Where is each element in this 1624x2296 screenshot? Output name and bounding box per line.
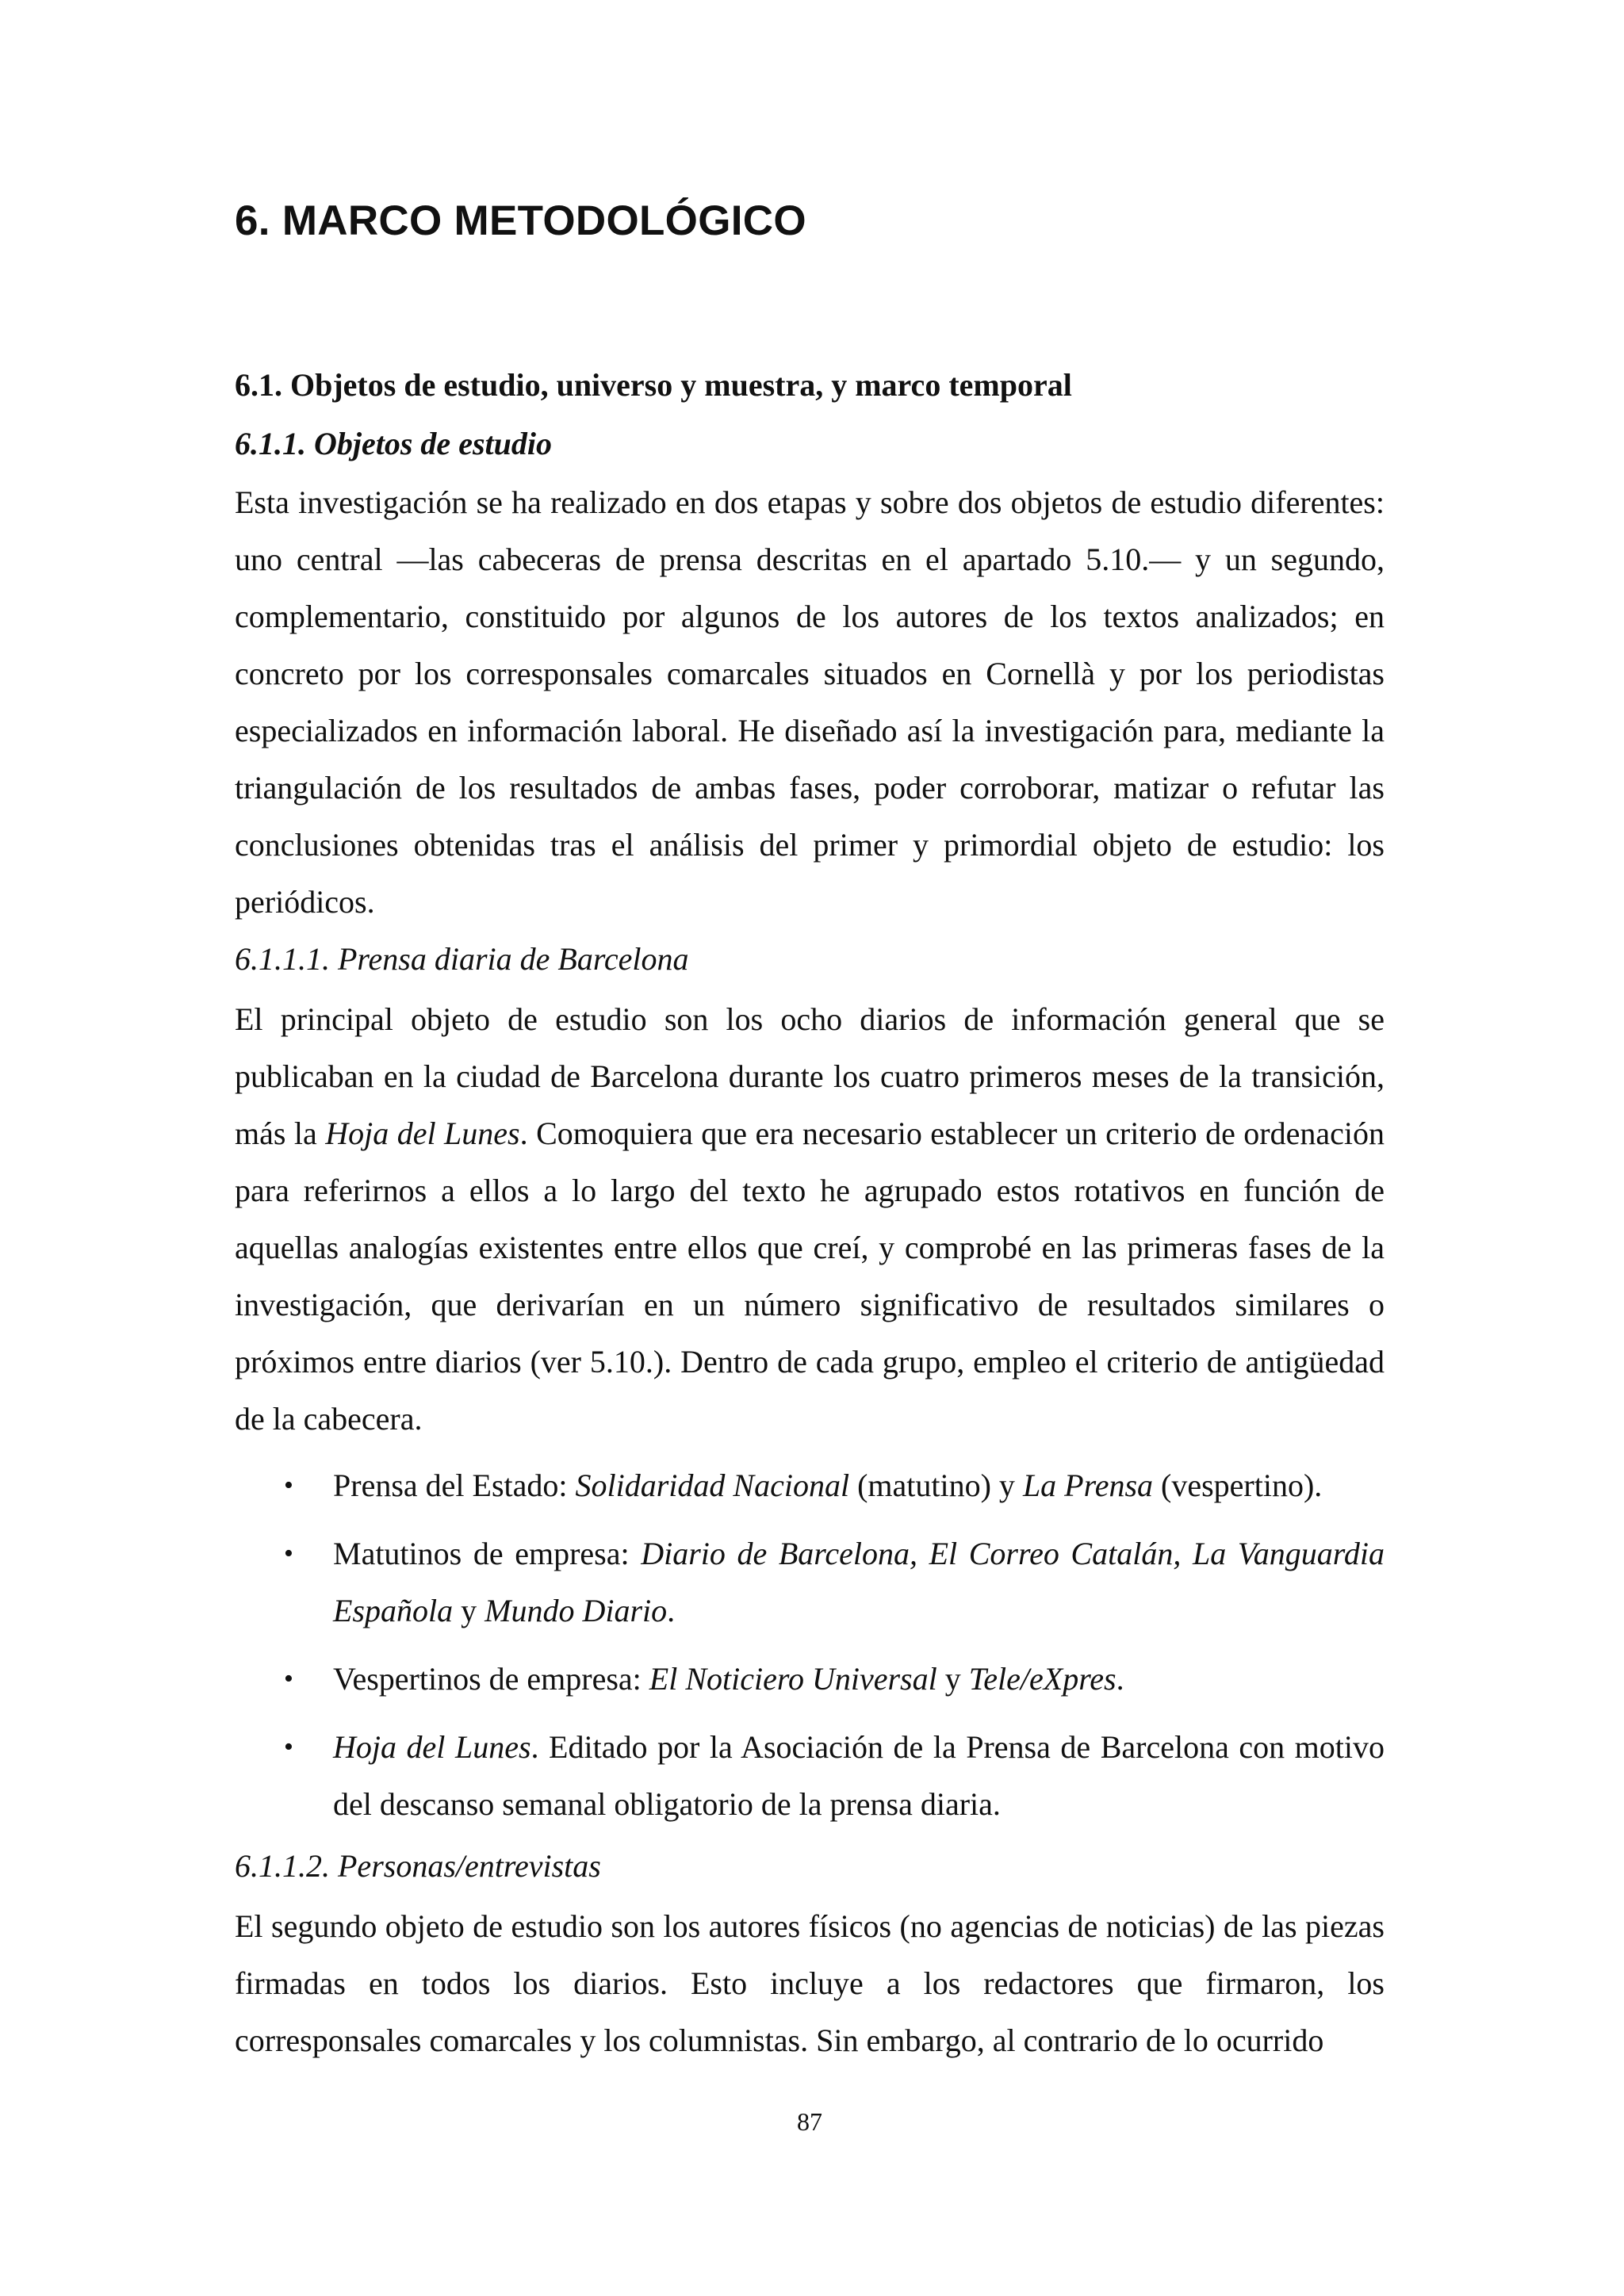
list-item [235,1457,1385,1514]
paragraph-3: El segundo objeto de estudio son los autores físicos (no agencias de noticias) de las piezas firmadas en todos los diarios. Esto incluye a los redactores que firmaron, los corresponsales comarcales y los columnistas. Sin embargo, al contrario de lo ocurrido [235,1908,1385,2058]
bullet-icon: • [284,1664,293,1693]
paragraph-2-italic: Hoja del Lunes [325,1115,520,1151]
list-item-text: y [453,1593,485,1628]
list-item-text: . [1116,1661,1124,1697]
list-item-italic: El Noticiero Universal [649,1661,937,1697]
paragraph-2-part-c: . Comoquiera que era necesario establecer un criterio de ordenación para referirnos a ellos a lo largo del texto he agrupado estos rotativos en función de aquellas analogías existentes entre ellos que creí, y comprobé en las primeras fases de la investigación, que derivarían en un número significativo de resultados similares o próximos entre diarios (ver 5.10.). Dentro de cada grupo, empleo el criterio de antigüedad de la cabecera. [235,1115,1385,1437]
list-item-italic: Diario de Barcelona, El Correo Catalán, La Vanguardia Española [333,1536,1385,1628]
chapter-title: 6. MARCO METODOLÓGICO [235,197,806,244]
body-text [235,422,1385,2069]
subsection-title: 6.1.1. Objetos de estudio [235,426,552,461]
list-item-text: (vespertino). [1153,1468,1323,1503]
paragraph-2-part-a: El principal objeto de estudio son los ocho diarios de información general que se publicaban en la ciudad de Barcelona durante los cuatro primeros meses de la transición, más la [235,1001,1385,1151]
list-item-text: Matutinos de empresa: [333,1536,642,1571]
list-item-italic: Tele/eXpres [968,1661,1116,1697]
list-item-italic: Mundo Diario [485,1593,668,1628]
list-item-text: . [667,1593,676,1628]
page-number: 87 [797,2107,822,2136]
paragraph-1: Esta investigación se ha realizado en dos etapas y sobre dos objetos de estudio diferentes: uno central —las cabeceras de prensa descritas en el apartado 5.10.— y un segundo, complementario, constituido por algunos de los autores de los textos analizados; en concreto por los corresponsales comarcales situados en Cornellà y por los periodistas especializados en información laboral. He diseñado así la investigación para, mediante la triangulación de los resultados de ambas fases, poder corroborar, matizar o refutar las conclusiones obtenidas tras el análisis del primer y primordial objeto de estudio: los periódicos. [235,484,1385,920]
list-item-text: (matutino) y [849,1468,1023,1503]
section-title: 6.1. Objetos de estudio, universo y muestra, y marco temporal [235,367,1072,403]
subsubsection-title-1: 6.1.1.1. Prensa diaria de Barcelona [235,941,689,977]
bullet-icon: • [284,1471,293,1500]
bullet-icon: • [284,1539,293,1568]
document-page [235,0,1385,2296]
list-item [235,1719,1385,1833]
list-item [235,1525,1385,1640]
bullet-icon: • [284,1732,293,1762]
newspaper-list [235,1457,1385,1833]
list-item-italic: Solidaridad Nacional [575,1468,850,1503]
list-item-text: . Editado por la Asociación de la Prensa de Barcelona con motivo del descanso semanal obligatorio de la prensa diaria. [333,1729,1385,1822]
list-item [235,1651,1385,1708]
paragraph-2 [235,991,1385,1448]
list-item-text: Prensa del Estado: [333,1468,576,1503]
list-item-text: y [936,1661,969,1697]
subsubsection-title-2: 6.1.1.2. Personas/entrevistas [235,1848,601,1884]
list-item-text: Vespertinos de empresa: [333,1661,649,1697]
list-item-italic: La Prensa [1022,1468,1154,1503]
list-item-italic: Hoja del Lunes [333,1729,531,1765]
